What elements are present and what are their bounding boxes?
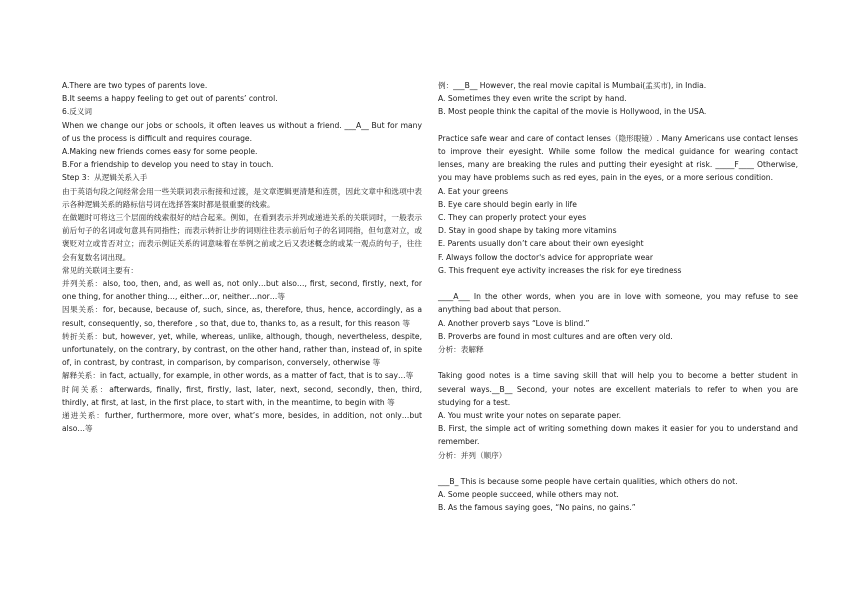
option-line: A. You must write your notes on separate paper. bbox=[438, 411, 622, 421]
paragraph: 常见的关联词主要有： bbox=[62, 265, 138, 275]
section-heading: Step 3：从逻辑关系入手 bbox=[62, 173, 148, 183]
blank-line bbox=[438, 277, 798, 290]
option-line: B. Most people think the capital of the movie is Hollywood, in the USA. bbox=[438, 107, 707, 117]
question-paragraph: ___B_ This is because some people have certain qualities, which others do not. bbox=[438, 477, 738, 487]
option-line: C. They can properly protect your eyes bbox=[438, 213, 587, 223]
section-heading: 6.反义词 bbox=[62, 107, 93, 117]
connective-list: 递进关系：further, furthermore, more over, what’s more, besides, in addition, not only…but also…等 bbox=[62, 411, 422, 434]
connective-list: 转折关系：but, however, yet, while, whereas, unlike, although, though, nevertheless, despite, unfortunately, on the contrary, by contrast, on the other hand, rather than, instead of, in spite of, in contrast, by contrast, in comparison, by comparison, conversely, otherwise 等 bbox=[62, 331, 422, 368]
blank-line bbox=[438, 119, 798, 132]
paragraph: 由于英语句段之间经常会用一些关联词表示衔接和过渡，是文章逻辑更清楚和连贯，因此文章中和选项中表示各种逻辑关系的路标信号词在选择答案时都是很重要的线索。 bbox=[62, 186, 422, 209]
analysis-line: 分析：并列（顺序） bbox=[438, 450, 507, 460]
right-column bbox=[438, 79, 798, 515]
option-line: B.For a friendship to develop you need to stay in touch. bbox=[62, 160, 274, 170]
option-line: A. Another proverb says “Love is blind.” bbox=[438, 318, 590, 328]
option-line: A.Making new friends comes easy for some people. bbox=[62, 147, 258, 157]
option-line: A. Some people succeed, while others may not. bbox=[438, 490, 619, 500]
option-line: F. Always follow the doctor's advice for appropriate wear bbox=[438, 252, 654, 262]
connective-list: 并列关系：also, too, then, and, as well as, not only…but also…, first, second, firstly, next, for one thing, for another thing…, either…or, neither…nor…等 bbox=[62, 279, 422, 302]
text-line: A.There are two types of parents love. bbox=[62, 81, 208, 90]
text-line: B.It seems a happy feeling to get out of parents’ control. bbox=[62, 94, 278, 104]
example-line: 例：___B__ However, the real movie capital is Mumbai(孟买市), in India. bbox=[438, 81, 707, 90]
option-line: B. Proverbs are found in most cultures and are often very old. bbox=[438, 331, 673, 341]
connective-list: 解释关系：in fact, actually, for example, in other words, as a matter of fact, that is to say…等 bbox=[62, 371, 414, 381]
connective-list: 因果关系：for, because, because of, such, since, as, therefore, thus, hence, accordingly, as a result, consequently, so, therefore , so that, due to, thanks to, as a result, for this reason 等 bbox=[62, 305, 422, 328]
blank-line bbox=[438, 356, 798, 369]
question-paragraph: Taking good notes is a time saving skill that will help you to become a better student in several ways.__B__ Second, your notes are excellent materials to refer to when you are studying for a test. bbox=[438, 371, 798, 407]
connective-list: 时间关系：afterwards, finally, first, firstly, last, later, next, second, secondly, then, third, thirdly, at first, at last, in the first place, to start with, in the meantime, to begin with 等 bbox=[62, 384, 422, 407]
option-line: B. Eye care should begin early in life bbox=[438, 199, 577, 209]
question-paragraph: ____A___ In the other words, when you are in love with someone, you may refuse to see anything bad about that person. bbox=[438, 292, 798, 315]
paragraph: 在做题时可将这三个层面的线索很好的结合起来。例如，在看到表示并列或递进关系的关联词时，一般表示前后句子的名词或句意具有同指性；而表示转折让步的词则往往表示前后句子的名词同指，但句意对立，或褒贬对立或肯否对立；而表示例证关系的词意味着在举例之前或之后又表述概念的或某一观点的句子，往往会有复数名词出现。 bbox=[62, 213, 422, 262]
option-line: G. This frequent eye activity increases the risk for eye tiredness bbox=[438, 265, 682, 275]
option-line: B. As the famous saying goes, “No pains, no gains.” bbox=[438, 503, 636, 513]
blank-line bbox=[438, 462, 798, 475]
question-paragraph: When we change our jobs or schools, it often leaves us without a friend. ___A__ But for many of us the process is difficult and requires courage. bbox=[62, 120, 422, 143]
question-paragraph: Practice safe wear and care of contact lenses（隐形眼镜）. Many Americans use contact lenses to improve their eyesight. While some follow the medical guidance for wearing contact lenses, many are breaking the rules and putting their eyesight at risk. _____F____ Otherwise, you may have problems such as red eyes, pain in the eyes, or a more serious condition. bbox=[438, 133, 798, 183]
option-line: E. Parents usually don’t care about their own eyesight bbox=[438, 239, 644, 249]
analysis-line: 分析：表解释 bbox=[438, 345, 484, 355]
left-column bbox=[62, 79, 422, 435]
option-line: A. Eat your greens bbox=[438, 186, 509, 196]
option-line: B. First, the simple act of writing something down makes it easier for you to understand and remember. bbox=[438, 424, 798, 447]
option-line: D. Stay in good shape by taking more vitamins bbox=[438, 226, 617, 236]
option-line: A. Sometimes they even write the script by hand. bbox=[438, 94, 627, 104]
